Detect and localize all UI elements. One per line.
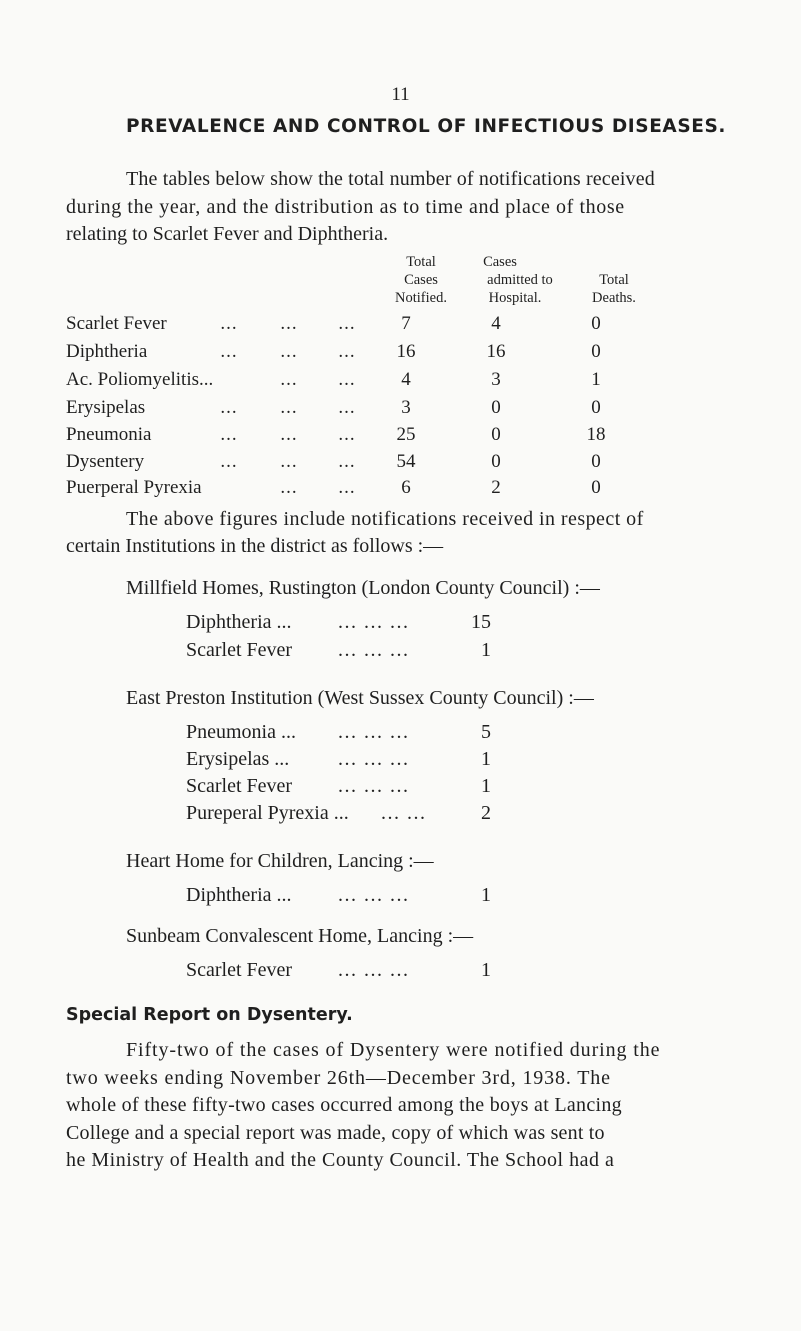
entry-count: 1 — [481, 959, 491, 981]
header-hospital — [460, 253, 570, 307]
cell-hospital: 3 — [491, 369, 501, 390]
leader-dots: ... ... ... — [338, 611, 410, 633]
header-line: Cases — [483, 254, 517, 270]
cell-notified: 4 — [401, 369, 411, 390]
disease-name: Erysipelas — [66, 397, 146, 418]
table-row — [66, 397, 746, 423]
intro-paragraph — [66, 166, 736, 249]
entry-count: 5 — [481, 721, 491, 743]
entry-disease: Pureperal Pyrexia ... — [186, 802, 349, 824]
cell-hospital: 0 — [491, 397, 501, 418]
institution-entry — [186, 884, 506, 912]
entry-disease: Diphtheria ... — [186, 611, 292, 633]
leader-dots: ... — [338, 341, 356, 362]
institution-entry — [186, 775, 506, 803]
entry-count: 1 — [481, 884, 491, 906]
intro-line: The tables below show the total number of notifications received — [126, 168, 655, 190]
table-row — [66, 477, 746, 503]
table-row — [66, 341, 746, 367]
institution-entry — [186, 611, 506, 639]
cell-deaths: 0 — [591, 397, 601, 418]
leader-dots: ... — [338, 477, 356, 498]
cell-hospital: 16 — [486, 341, 506, 362]
entry-count: 1 — [481, 775, 491, 797]
header-line: Cases — [404, 272, 438, 288]
leader-dots: ... ... — [381, 802, 427, 824]
table-row — [66, 313, 746, 339]
leader-dots: ... — [220, 397, 238, 418]
entry-disease: Scarlet Fever — [186, 639, 293, 661]
cell-deaths: 0 — [591, 313, 601, 334]
institution-title: East Preston Institution (West Sussex County Council) :— — [126, 687, 594, 709]
leader-dots: ... — [280, 313, 298, 334]
cell-hospital: 0 — [491, 451, 501, 472]
cell-hospital: 4 — [491, 313, 501, 334]
leader-dots: ... ... ... — [338, 748, 410, 770]
header-line: Total — [406, 254, 436, 270]
header-line: Notified. — [395, 290, 447, 306]
above-paragraph-line1: The above figures include notifications received in respect of — [126, 508, 644, 530]
leader-dots: ... ... ... — [338, 884, 410, 906]
leader-dots: ... — [280, 424, 298, 445]
entry-disease: Scarlet Fever — [186, 959, 293, 981]
leader-dots: ... ... ... — [338, 959, 410, 981]
special-line: he Ministry of Health and the County Council. The School had a — [66, 1149, 615, 1171]
header-deaths — [574, 271, 654, 307]
leader-dots: ... — [338, 424, 356, 445]
cell-notified: 6 — [401, 477, 411, 498]
header-line: Hospital. — [488, 290, 542, 306]
leader-dots: ... — [220, 424, 238, 445]
disease-name: Pneumonia — [66, 424, 152, 445]
page-number: 11 — [391, 84, 410, 105]
entry-disease: Erysipelas ... — [186, 748, 290, 770]
institution-title: Sunbeam Convalescent Home, Lancing :— — [126, 925, 474, 947]
cell-hospital: 0 — [491, 424, 501, 445]
leader-dots: ... — [280, 477, 298, 498]
leader-dots: ... ... ... — [338, 721, 410, 743]
header-notified — [376, 253, 466, 307]
disease-name: Diphtheria — [66, 341, 148, 362]
special-report-heading: Special Report on Dysentery. — [66, 1005, 353, 1025]
entry-disease: Scarlet Fever — [186, 775, 293, 797]
intro-line: during the year, and the distribution as to time and place of those — [66, 195, 625, 218]
table-row — [66, 424, 746, 450]
institution-entry — [186, 721, 506, 749]
special-line: College and a special report was made, copy of which was sent to — [66, 1121, 605, 1144]
cell-notified: 3 — [401, 397, 411, 418]
leader-dots: ... — [220, 451, 238, 472]
leader-dots: ... — [338, 451, 356, 472]
leader-dots: ... ... ... — [338, 775, 410, 797]
leader-dots: ... — [280, 451, 298, 472]
leader-dots: ... — [220, 313, 238, 334]
disease-name: Puerperal Pyrexia — [66, 477, 202, 498]
table-row — [66, 451, 746, 477]
entry-count: 1 — [481, 748, 491, 770]
leader-dots: ... — [338, 369, 356, 390]
cell-notified: 16 — [396, 341, 416, 362]
institution-entry — [186, 802, 506, 830]
disease-name: Ac. Poliomyelitis... — [66, 369, 214, 390]
entry-disease: Pneumonia ... — [186, 721, 296, 743]
institution-entry — [186, 639, 506, 667]
intro-line: relating to Scarlet Fever and Diphtheria. — [66, 223, 389, 245]
leader-dots: ... — [280, 369, 298, 390]
leader-dots: ... — [280, 341, 298, 362]
header-line: Total — [599, 272, 629, 288]
cell-deaths: 0 — [591, 477, 601, 498]
leader-dots: ... ... ... — [338, 639, 410, 661]
disease-name: Scarlet Fever — [66, 313, 167, 334]
entry-disease: Diphtheria ... — [186, 884, 292, 906]
institution-entry — [186, 959, 506, 987]
header-line: admitted to — [487, 272, 553, 288]
special-report-paragraph — [66, 1037, 736, 1175]
institution-title: Heart Home for Children, Lancing :— — [126, 850, 434, 872]
special-line: whole of these fifty-two cases occurred among the boys at Lancing — [66, 1094, 622, 1116]
above-paragraph-line2: certain Institutions in the district as follows :— — [66, 535, 444, 557]
leader-dots: ... — [220, 341, 238, 362]
leader-dots: ... — [280, 397, 298, 418]
cell-deaths: 1 — [591, 369, 601, 390]
institution-entry — [186, 748, 506, 776]
cell-notified: 25 — [396, 424, 416, 445]
entry-count: 2 — [481, 802, 491, 824]
page-heading: PREVALENCE AND CONTROL OF INFECTIOUS DISEASES. — [126, 116, 727, 137]
table-row — [66, 369, 746, 395]
header-line: Deaths. — [592, 290, 636, 306]
cell-deaths: 0 — [591, 341, 601, 362]
disease-name: Dysentery — [66, 451, 145, 472]
leader-dots: ... — [338, 313, 356, 334]
leader-dots: ... — [338, 397, 356, 418]
entry-count: 15 — [471, 611, 491, 633]
cell-deaths: 0 — [591, 451, 601, 472]
cell-notified: 54 — [396, 451, 416, 472]
entry-count: 1 — [481, 639, 491, 661]
special-line: Fifty-two of the cases of Dysentery were notified during the — [126, 1039, 661, 1061]
cell-hospital: 2 — [491, 477, 501, 498]
institution-title: Millfield Homes, Rustington (London County Council) :— — [126, 577, 600, 599]
special-line: two weeks ending November 26th—December 3rd, 1938. The — [66, 1066, 611, 1089]
cell-notified: 7 — [401, 313, 411, 334]
cell-deaths: 18 — [586, 424, 606, 445]
